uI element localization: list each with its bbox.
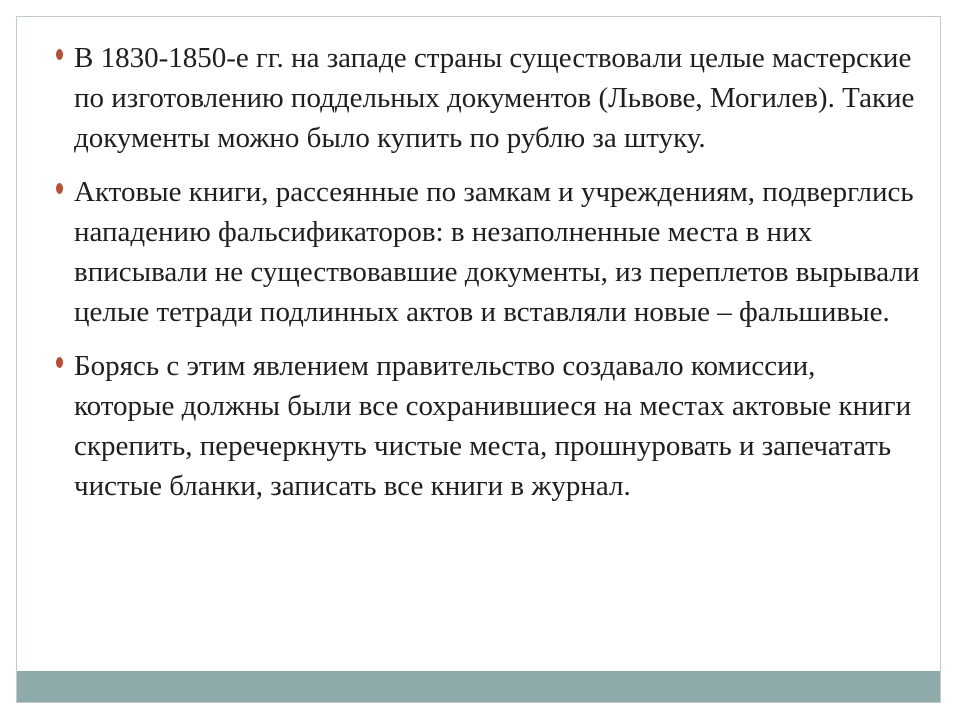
bullet-dot-icon	[52, 38, 66, 78]
bullet-dot-icon	[52, 172, 66, 212]
bullet-text: Борясь с этим явлением правительство создавало комиссии, которые должны были все сохранившиеся на местах актовые книги скрепить, перечеркнуть чистые места, прошнуровать и запечатать чистые бланки, записать все книги в журнал.	[74, 350, 912, 502]
bullet-text: В 1830-1850-е гг. на западе страны существовали целые мастерские по изготовлению поддельных документов (Львове, Могилев). Такие документы можно было купить по рублю за штуку.	[74, 42, 915, 154]
slide-content	[52, 38, 922, 520]
bullet-item-3	[52, 346, 922, 506]
footer-bar	[17, 671, 940, 702]
bullet-item-1	[52, 38, 922, 158]
bullet-dot-icon	[52, 346, 66, 386]
bullet-item-2	[52, 172, 922, 332]
bullet-text: Актовые книги, рассеянные по замкам и учреждениям, подверглись нападению фальсификаторов: в незаполненные места в них вписывали не существовавшие документы, из переплетов вырывали целые тетради подлинных актов и вставляли новые – фальшивые.	[74, 176, 920, 328]
